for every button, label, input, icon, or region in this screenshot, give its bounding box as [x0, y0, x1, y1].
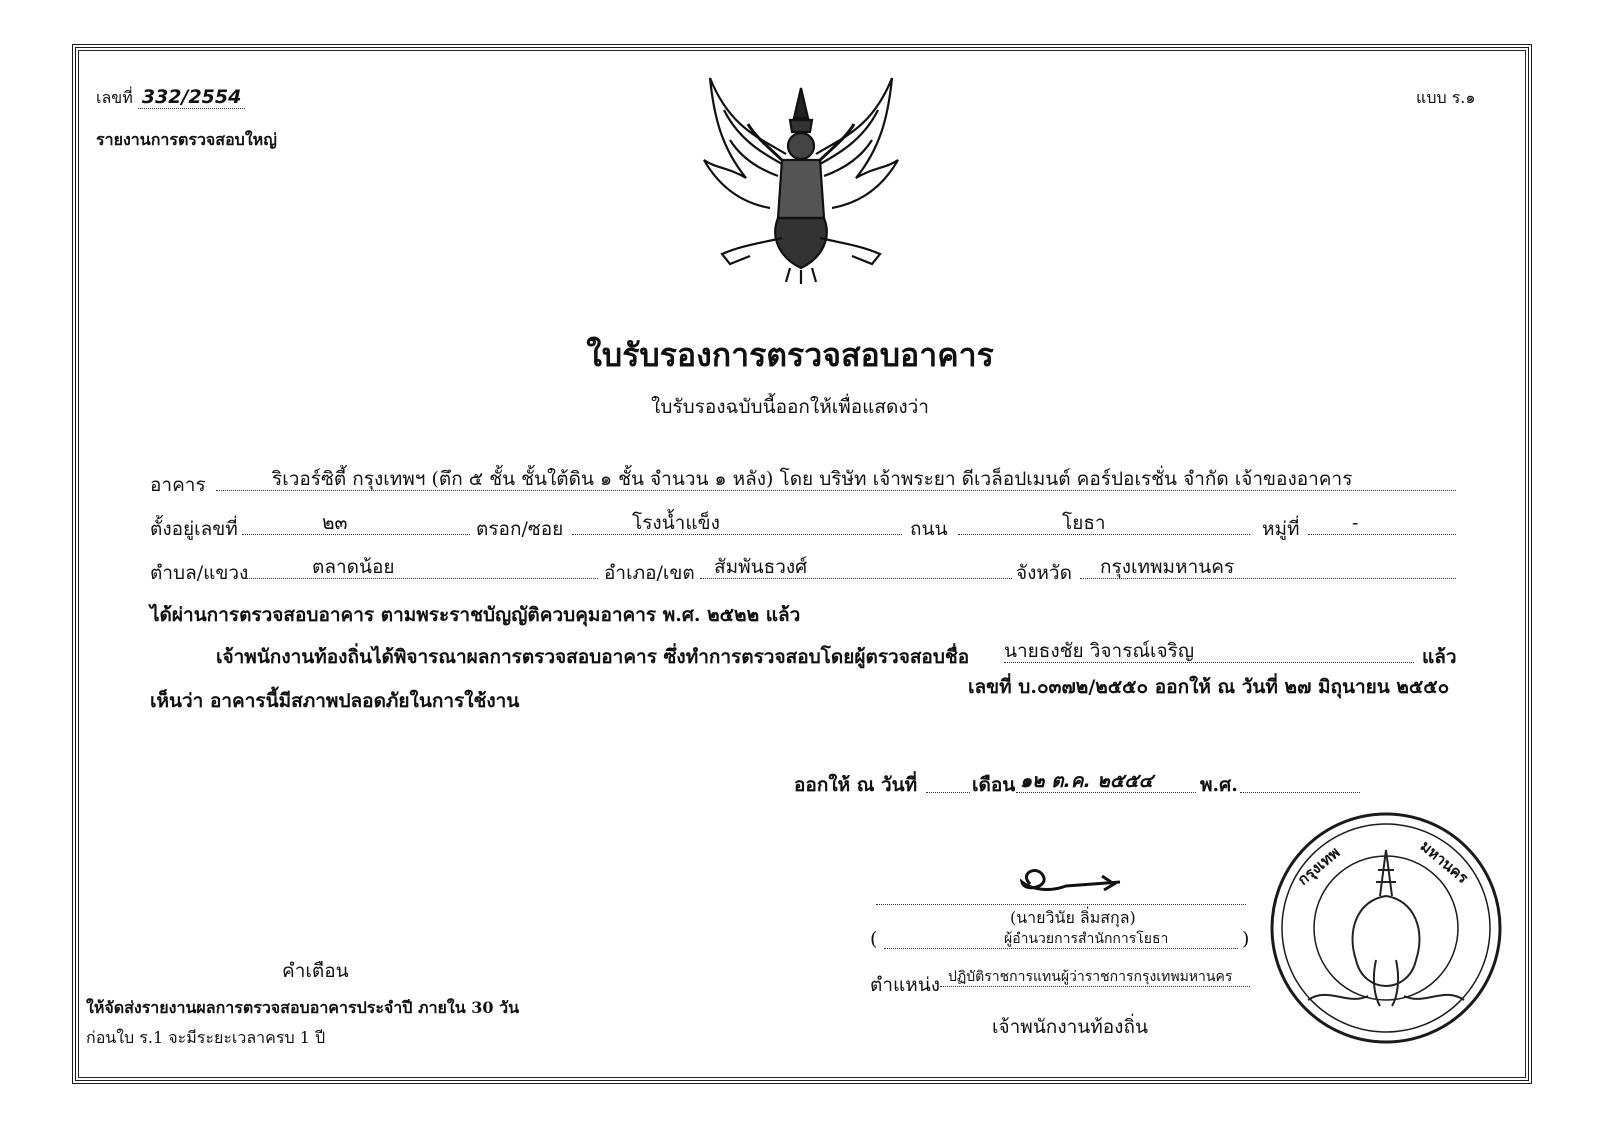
document-number: [96, 86, 245, 111]
page-title: ใบรับรองการตรวจสอบอาคาร: [586, 336, 994, 374]
moo-field: [1308, 512, 1456, 535]
officer-statement: เจ้าพนักงานท้องถิ่นได้พิจารณาผลการตรวจสอบอาคาร ซึ่งทำการตรวจสอบโดยผู้ตรวจสอบชื่อ: [216, 646, 970, 668]
month-label: เดือน: [972, 774, 1016, 796]
province-field: [1080, 556, 1456, 579]
building-label: อาคาร: [150, 474, 206, 496]
page-subtitle: ใบรับรองฉบับนี้ออกให้เพื่อแสดงว่า: [651, 396, 929, 418]
issued-date-value: ๑๒ ต.ค. ๒๕๕๔: [1020, 770, 1153, 792]
garuda-emblem-icon: [690, 68, 912, 288]
role-value: ผู้อำนวยการสำนักการโยธา: [1004, 931, 1169, 947]
province-label: จังหวัด: [1016, 562, 1072, 584]
subdistrict-value: ตลาดน้อย: [312, 556, 395, 578]
license-statement: เลขที่ บ.๐๓๗๒/๒๕๕๐ ออกให้ ณ วันที่ ๒๗ มิถุนายน ๒๕๕๐: [968, 676, 1450, 698]
district-label: อำเภอ/เขต: [604, 562, 695, 584]
alley-field: [572, 512, 902, 535]
officer-statement-end: แล้ว: [1422, 646, 1457, 668]
role-field: [884, 928, 1238, 949]
road-value: โยธา: [1062, 512, 1106, 534]
issued-day-field: [926, 770, 970, 793]
role-paren-open: (: [870, 928, 878, 950]
form-code: แบบ ร.๑: [1416, 88, 1476, 107]
seal-icon: [1268, 810, 1504, 1046]
warning-heading: คำเตือน: [282, 960, 349, 982]
warning-line-2: ก่อนใบ ร.1 จะมีระยะเวลาครบ 1 ปี: [86, 1028, 326, 1047]
signature-line: [876, 886, 1246, 905]
building-value: ริเวอร์ซิตี้ กรุงเทพฯ (ตึก ๕ ชั้น ชั้นใต้ดิน ๑ ชั้น จำนวน ๑ หลัง) โดย บริษัท เจ้าพระยา ดีเวล็อปเมนต์ คอร์ปอเรชั่น จำกัด เจ้าของอาคาร: [272, 468, 1353, 490]
issued-date-field: [1016, 770, 1196, 793]
report-type: รายงานการตรวจสอบใหญ่: [96, 130, 277, 149]
bangkok-seal: [1268, 810, 1504, 1046]
road-label: ถนน: [910, 518, 948, 540]
alley-label: ตรอก/ซอย: [476, 518, 564, 540]
seal-text-left: กรุงเทพ: [1293, 843, 1344, 889]
position-value: ปฏิบัติราชการแทนผู้ว่าราชการกรุงเทพมหานคร: [948, 969, 1233, 985]
address-value: ๒๓: [322, 512, 348, 534]
alley-value: โรงน้ำแข็ง: [632, 512, 720, 534]
role-paren-close: ): [1242, 928, 1250, 950]
province-value: กรุงเทพมหานคร: [1100, 556, 1235, 578]
safety-statement: เห็นว่า อาคารนี้มีสภาพปลอดภัยในการใช้งาน: [150, 690, 520, 712]
position-label: ตำแหน่ง: [870, 974, 941, 996]
warning-line-1: ให้จัดส่งรายงานผลการตรวจสอบอาคารประจำปี ภายใน 30 วัน: [86, 998, 519, 1017]
inspector-field: [1004, 640, 1414, 663]
road-field: [958, 512, 1250, 535]
signatory-name: (นายวินัย ลิ่มสกุล): [1010, 908, 1136, 927]
address-field: [242, 512, 470, 535]
position-field: [940, 966, 1250, 987]
subdistrict-field: [246, 556, 598, 579]
address-label: ตั้งอยู่เลขที่: [150, 518, 238, 540]
issued-label: ออกให้ ณ วันที่: [794, 774, 918, 796]
inspector-name: นายธงชัย วิจารณ์เจริญ: [1004, 640, 1195, 662]
subdistrict-label: ตำบล/แขวง: [150, 562, 249, 584]
year-field: [1240, 770, 1360, 793]
building-field: [216, 468, 1456, 491]
moo-label: หมู่ที่: [1262, 518, 1300, 540]
district-field: [700, 556, 1012, 579]
year-label: พ.ศ.: [1200, 774, 1238, 796]
passed-statement: ได้ผ่านการตรวจสอบอาคาร ตามพระราชบัญญัติควบคุมอาคาร พ.ศ. ๒๕๒๒ แล้ว: [150, 604, 801, 626]
district-value: สัมพันธวงศ์: [714, 556, 808, 578]
number-label: เลขที่: [96, 88, 133, 107]
number-value: 332/2554: [138, 86, 245, 109]
moo-value: -: [1352, 512, 1359, 534]
officer-title: เจ้าพนักงานท้องถิ่น: [992, 1016, 1148, 1038]
seal-text-right: มหานคร: [1416, 836, 1472, 888]
